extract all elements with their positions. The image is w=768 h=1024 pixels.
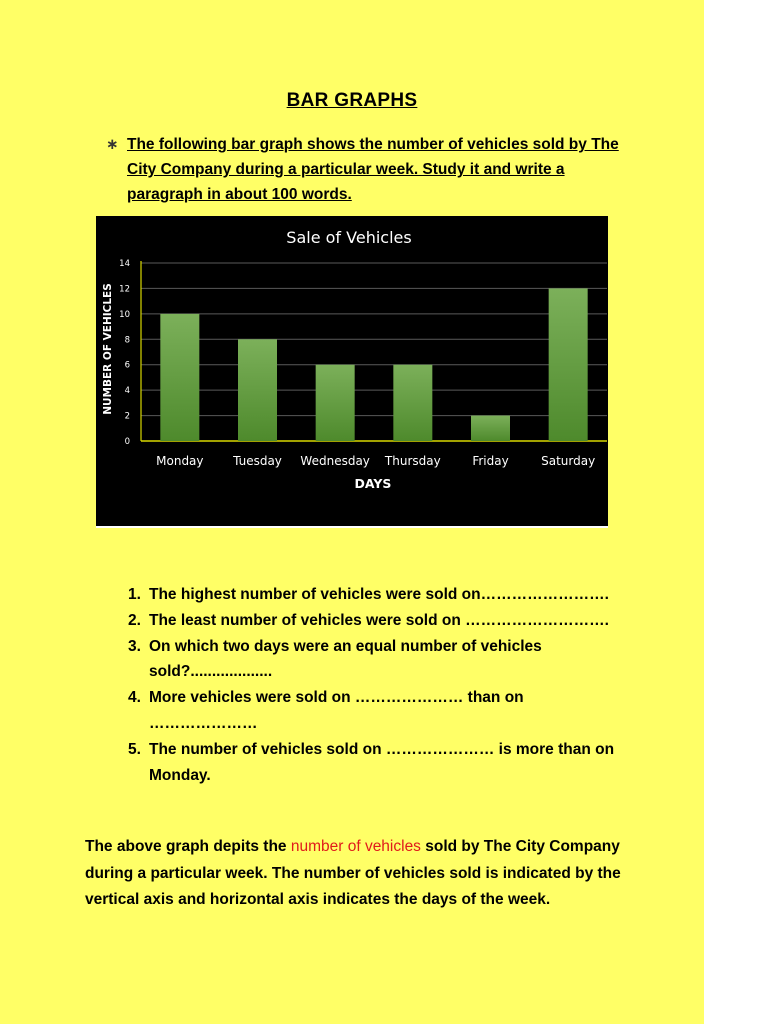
bar-saturday — [549, 288, 588, 441]
question-list — [128, 582, 628, 788]
question-item — [128, 737, 628, 789]
bar-friday — [471, 416, 510, 441]
question-text: The number of vehicles sold on ………………… is more than on Monday. — [149, 740, 615, 784]
paragraph-text-end: sold by The City Company during a particular week. The number of vehicles sold is indicated by the vertical axis and horizontal axis indicates the days of the week. — [85, 838, 621, 908]
question-number: 5. — [128, 740, 141, 758]
question-item — [128, 634, 628, 686]
y-tick-label: 6 — [124, 360, 130, 371]
question-number: 3. — [128, 637, 141, 655]
y-axis-label: NUMBER OF VEHICLES — [102, 283, 114, 415]
asterisk-bullet-icon: ∗ — [106, 136, 119, 153]
question-text: On which two days were an equal number of vehicles sold?................... — [149, 637, 542, 681]
question-text: The highest number of vehicles were sold on……………………. — [149, 586, 609, 603]
intro-instruction — [108, 132, 628, 207]
x-axis-label: DAYS — [354, 476, 392, 491]
y-tick-label: 2 — [124, 411, 130, 422]
x-tick-label: Monday — [156, 454, 204, 468]
y-tick-label: 12 — [119, 284, 130, 295]
bar-tuesday — [238, 339, 277, 441]
x-tick-label: Saturday — [541, 454, 596, 468]
x-tick-label: Wednesday — [300, 454, 370, 468]
paragraph-text-start: The above graph depits the — [85, 838, 291, 855]
x-tick-label: Tuesday — [233, 454, 282, 468]
question-item — [128, 608, 628, 634]
bar-chart — [96, 216, 608, 528]
x-tick-label: Thursday — [384, 454, 441, 468]
question-number: 2. — [128, 611, 141, 629]
y-tick-label: 14 — [119, 259, 130, 269]
chart-title: Sale of Vehicles — [286, 228, 412, 247]
question-text: More vehicles were sold on ………………… than on ………………… — [149, 689, 524, 732]
bar-wednesday — [316, 365, 355, 441]
intro-text: The following bar graph shows the number of vehicles sold by The City Company during a particular week. Study it and write a paragraph in about 100 words. — [127, 136, 619, 203]
page-title: BAR GRAPHS — [286, 90, 418, 111]
y-tick-label: 10 — [119, 309, 130, 320]
x-tick-label: Friday — [472, 454, 509, 468]
question-number: 4. — [128, 689, 141, 707]
y-tick-label: 0 — [124, 437, 130, 447]
y-tick-label: 8 — [124, 335, 130, 346]
y-tick-label: 4 — [124, 386, 130, 397]
question-item — [128, 582, 628, 608]
chart-canvas — [96, 216, 608, 522]
question-number: 1. — [128, 586, 141, 603]
summary-paragraph — [85, 834, 625, 914]
bar-monday — [160, 314, 199, 441]
bar-thursday — [393, 365, 432, 441]
question-item — [128, 685, 628, 737]
paragraph-highlight: number of vehicles — [290, 838, 421, 855]
chart-underline-rule — [96, 524, 608, 526]
question-text: The least number of vehicles were sold on ………………………. — [149, 611, 609, 629]
